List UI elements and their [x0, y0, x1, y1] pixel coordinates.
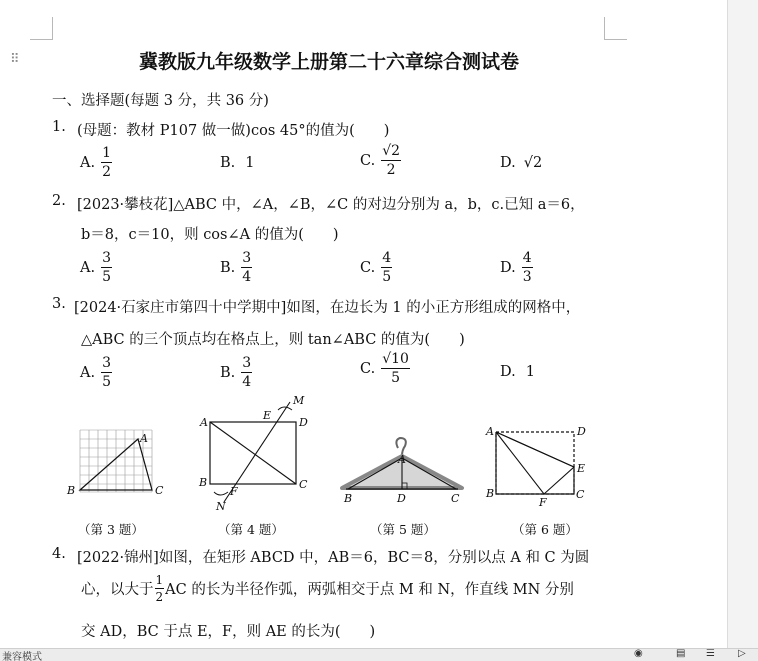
figure-3-grid-triangle [64, 422, 174, 507]
figure-6-caption: （第 6 题） [512, 522, 578, 537]
question-2-line-1: [2023·攀枝花]△ABC 中，∠A，∠B，∠C 的对边分别为 a，b，c.已知 a＝6， [77, 197, 585, 213]
q2-option-d: D. $\frac{4}{3}$ [500, 250, 532, 285]
page-view-icon[interactable]: ▤ [676, 648, 686, 659]
figure-4-rectangle [196, 392, 314, 517]
label-n: N [216, 500, 226, 513]
q1-option-c: C. $\frac{√2}{2}$ [360, 143, 401, 178]
fraction: $\frac{1}{2}$ [102, 145, 112, 180]
question-4-line-1: [2022·锦州]如图，在矩形 ABCD 中，AB＝6，BC＝8，分别以点 A 和 C 为圆 [77, 550, 590, 566]
label-d: D [577, 425, 586, 438]
figure-3-caption: （第 3 题） [78, 522, 144, 537]
q3-option-b: B. $\frac{3}{4}$ [220, 355, 252, 390]
label-b: B [344, 492, 353, 505]
question-4-line-3: 交 AD，BC 于点 E，F，则 AE 的长为( ) [81, 624, 376, 640]
question-1-number: 1. [52, 119, 66, 135]
label-a: A [486, 425, 494, 438]
figure-5-hanger [338, 436, 466, 508]
question-2-line-2: b＝8，c＝10，则 cos∠A 的值为( ) [81, 227, 339, 243]
compatibility-mode-label: 兼容模式 [2, 652, 42, 661]
q3-option-d: D. 1 [500, 364, 535, 380]
outline-view-icon[interactable]: ☰ [706, 648, 715, 659]
triangle-aef [496, 432, 574, 494]
status-bar [0, 648, 758, 661]
label-a: A [398, 453, 406, 466]
label-e: E [263, 409, 272, 422]
web-view-icon[interactable]: ▷ [738, 648, 746, 659]
drag-handle-icon[interactable]: ⠿ [10, 52, 19, 67]
label-c: C [576, 488, 585, 501]
q3-option-a: A. $\frac{3}{5}$ [80, 355, 112, 390]
label-b: B [67, 484, 76, 497]
q2-option-b: B. $\frac{3}{4}$ [220, 250, 252, 285]
label-e: E [577, 462, 586, 475]
reading-view-icon[interactable]: ◉ [634, 648, 643, 659]
vertical-scrollbar[interactable] [727, 0, 758, 648]
fraction: $\frac{4}{5}$ [382, 250, 392, 285]
label-b: B [199, 476, 208, 489]
segment-ae [496, 432, 574, 467]
label-f: F [230, 485, 238, 498]
arc-n [214, 492, 228, 495]
q2-option-c: C. $\frac{4}{5}$ [360, 250, 392, 285]
label-c: C [451, 492, 460, 505]
fraction: $\frac{3}{4}$ [242, 250, 252, 285]
fraction: $\frac{√2}{2}$ [382, 143, 401, 178]
figure-6-fold [482, 422, 592, 512]
question-3-line-2: △ABC 的三个顶点均在格点上，则 tan∠ABC 的值为( ) [81, 332, 465, 348]
fraction: $\frac{√10}{5}$ [382, 351, 409, 386]
question-2-number: 2. [52, 193, 66, 209]
question-3-line-1: [2024·石家庄市第四十中学期中]如图，在边长为 1 的小正方形组成的网格中， [74, 300, 581, 316]
label-d: D [397, 492, 406, 505]
page-corner-mark-right [604, 17, 627, 40]
document-title: 冀教版九年级数学上册第二十六章综合测试卷 [138, 51, 519, 73]
q3-option-c: C. $\frac{√10}{5}$ [360, 351, 409, 386]
label-c: C [155, 484, 164, 497]
label-c: C [299, 478, 308, 491]
q2-option-a: A. $\frac{3}{5}$ [80, 250, 112, 285]
label-d: D [299, 416, 308, 429]
rectangle-abcd-dashed [496, 432, 574, 494]
diagonal-ac [210, 422, 296, 484]
label-a: A [140, 432, 148, 445]
figure-4-caption: （第 4 题） [218, 522, 284, 537]
q1-option-b: B. 1 [220, 155, 255, 171]
q1-option-a: A. $\frac{1}{2}$ [80, 145, 112, 180]
section-heading: 一、选择题(每题 3 分，共 36 分) [52, 93, 269, 109]
fraction: $\frac{3}{5}$ [102, 250, 112, 285]
label-a: A [200, 416, 208, 429]
question-4-number: 4. [52, 546, 66, 562]
fraction: $\frac{3}{5}$ [102, 355, 112, 390]
q1-option-d: D. √2 [500, 155, 543, 171]
rectangle-solid-sides [496, 432, 574, 494]
label-m: M [293, 394, 305, 407]
figure-5-caption: （第 5 题） [370, 522, 436, 537]
question-3-number: 3. [52, 296, 66, 312]
question-1-text: (母题：教材 P107 做一做)cos 45°的值为( ) [77, 123, 390, 139]
fraction: $\frac{3}{4}$ [242, 355, 252, 390]
label-f: F [539, 496, 547, 509]
question-4-line-2: 心，以大于 $\frac{1}{2}$ AC 的长为半径作弧，两弧相交于点 M 和 N，作直线 MN 分别 [81, 573, 574, 604]
fraction: $\frac{1}{2}$ [155, 573, 164, 604]
page-corner-mark-left [30, 17, 53, 40]
label-b: B [486, 487, 495, 500]
fraction: $\frac{4}{3}$ [522, 250, 532, 285]
